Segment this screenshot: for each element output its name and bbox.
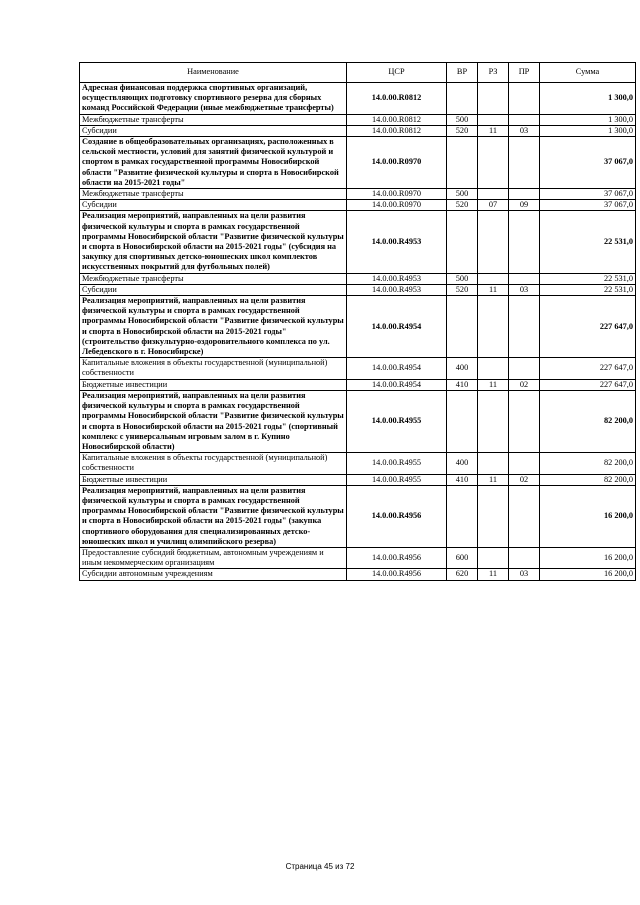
cell-name: Реализация мероприятий, направленных на цели развития физической культуры и спорта в рамках государственной программы Новосибирской области "Развитие физической культуры и спорта в Новосибирской области на 2015-2021 годы" (спортивный комплекс с универсальным игровым залом в г. Купино Новосибирской области) — [80, 390, 347, 452]
cell-sum: 37 067,0 — [540, 200, 636, 211]
cell-sum: 1 300,0 — [540, 114, 636, 125]
table-row-program — [80, 83, 636, 115]
cell-sum: 16 200,0 — [540, 485, 636, 547]
cell-name: Предоставление субсидий бюджетным, автономным учреждениям и иным некоммерческим организациям — [80, 547, 347, 568]
table-row-program — [80, 390, 636, 452]
cell-pr — [509, 296, 540, 358]
table-row — [80, 273, 636, 284]
cell-rz — [478, 211, 509, 273]
header-name: Наименование — [80, 63, 347, 83]
cell-vr: 500 — [447, 189, 478, 200]
cell-vr: 600 — [447, 547, 478, 568]
table-row — [80, 379, 636, 390]
cell-rz — [478, 83, 509, 115]
cell-name: Бюджетные инвестиции — [80, 474, 347, 485]
cell-vr — [447, 390, 478, 452]
cell-name: Реализация мероприятий, направленных на цели развития физической культуры и спорта в рамках государственной программы Новосибирской области "Развитие физической культуры и спорта в Новосибирской области на 2015-2021 годы" (закупка спортивного оборудования для специализированных детско-юношеских школ и училищ олимпийского резерва) — [80, 485, 347, 547]
budget-table — [79, 62, 636, 581]
header-csr: ЦСР — [347, 63, 447, 83]
cell-rz: 11 — [478, 125, 509, 136]
cell-csr: 14.0.00.R4955 — [347, 390, 447, 452]
cell-vr: 520 — [447, 284, 478, 295]
cell-vr: 500 — [447, 114, 478, 125]
cell-name: Реализация мероприятий, направленных на цели развития физической культуры и спорта в рамках государственной программы Новосибирской области "Развитие физической культуры и спорта в Новосибирской области на 2015-2021 годы" (строительство физкультурно-оздоровительного комплекса по ул. Лебедевского в г. Новосибирске) — [80, 296, 347, 358]
cell-pr: 03 — [509, 569, 540, 580]
cell-csr: 14.0.00.R4954 — [347, 296, 447, 358]
cell-name: Межбюджетные трансферты — [80, 114, 347, 125]
table-row-program — [80, 296, 636, 358]
cell-name: Капитальные вложения в объекты государственной (муниципальной) собственности — [80, 453, 347, 474]
cell-sum: 227 647,0 — [540, 379, 636, 390]
cell-csr: 14.0.00.R4954 — [347, 358, 447, 379]
cell-csr: 14.0.00.R0812 — [347, 114, 447, 125]
cell-pr — [509, 358, 540, 379]
table-row — [80, 114, 636, 125]
cell-name: Субсидии — [80, 200, 347, 211]
cell-sum: 227 647,0 — [540, 296, 636, 358]
cell-name: Субсидии — [80, 284, 347, 295]
cell-sum: 82 200,0 — [540, 453, 636, 474]
cell-sum: 227 647,0 — [540, 358, 636, 379]
header-sum: Сумма — [540, 63, 636, 83]
cell-rz — [478, 189, 509, 200]
cell-pr — [509, 547, 540, 568]
cell-rz: 11 — [478, 284, 509, 295]
cell-rz: 11 — [478, 379, 509, 390]
cell-pr: 02 — [509, 474, 540, 485]
cell-pr: 03 — [509, 284, 540, 295]
cell-pr — [509, 273, 540, 284]
table-row-program — [80, 211, 636, 273]
table-row-program — [80, 137, 636, 189]
cell-vr: 500 — [447, 273, 478, 284]
cell-pr — [509, 485, 540, 547]
cell-rz — [478, 358, 509, 379]
cell-csr: 14.0.00.R4953 — [347, 273, 447, 284]
table-row — [80, 547, 636, 568]
cell-rz — [478, 547, 509, 568]
table-row — [80, 284, 636, 295]
cell-rz: 11 — [478, 474, 509, 485]
cell-vr — [447, 137, 478, 189]
cell-pr — [509, 83, 540, 115]
cell-rz: 07 — [478, 200, 509, 211]
table-row — [80, 189, 636, 200]
cell-csr: 14.0.00.R4953 — [347, 284, 447, 295]
cell-csr: 14.0.00.R4956 — [347, 485, 447, 547]
cell-vr: 410 — [447, 379, 478, 390]
cell-rz — [478, 273, 509, 284]
cell-sum: 16 200,0 — [540, 569, 636, 580]
cell-pr — [509, 453, 540, 474]
table-header-row — [80, 63, 636, 83]
cell-vr — [447, 211, 478, 273]
cell-name: Реализация мероприятий, направленных на цели развития физической культуры и спорта в рамках государственной программы Новосибирской области "Развитие физической культуры и спорта в Новосибирской области на 2015-2021 годы" (субсидия на закупку для спортивных детско-юношеских школ комплектов искусственных покрытий для футбольных полей) — [80, 211, 347, 273]
cell-sum: 82 200,0 — [540, 390, 636, 452]
cell-pr — [509, 211, 540, 273]
table-row — [80, 569, 636, 580]
table-row — [80, 200, 636, 211]
cell-name: Адресная финансовая поддержка спортивных организаций, осуществляющих подготовку спортивного резерва для сборных команд Российской Федерации (иные межбюджетные трансферты) — [80, 83, 347, 115]
cell-rz: 11 — [478, 569, 509, 580]
cell-pr: 03 — [509, 125, 540, 136]
cell-csr: 14.0.00.R0970 — [347, 189, 447, 200]
cell-csr: 14.0.00.R4955 — [347, 474, 447, 485]
cell-vr: 400 — [447, 453, 478, 474]
cell-csr: 14.0.00.R4956 — [347, 569, 447, 580]
cell-sum: 1 300,0 — [540, 125, 636, 136]
page-number: Страница 45 из 72 — [285, 862, 355, 871]
cell-sum: 1 300,0 — [540, 83, 636, 115]
table-row — [80, 474, 636, 485]
cell-name: Капитальные вложения в объекты государственной (муниципальной) собственности — [80, 358, 347, 379]
cell-name: Субсидии автономным учреждениям — [80, 569, 347, 580]
cell-rz — [478, 114, 509, 125]
header-pr: ПР — [509, 63, 540, 83]
cell-rz — [478, 390, 509, 452]
cell-rz — [478, 296, 509, 358]
table-row — [80, 125, 636, 136]
cell-sum: 22 531,0 — [540, 284, 636, 295]
cell-vr: 410 — [447, 474, 478, 485]
cell-name: Субсидии — [80, 125, 347, 136]
header-rz: РЗ — [478, 63, 509, 83]
cell-name: Создание в общеобразовательных организациях, расположенных в сельской местности, условий для занятий физической культурой и спортом в рамках государственной программы Новосибирской области "Развитие физической культуры и спорта в Новосибирской области на 2015-2021 годы" — [80, 137, 347, 189]
cell-rz — [478, 137, 509, 189]
cell-csr: 14.0.00.R0812 — [347, 83, 447, 115]
cell-vr: 520 — [447, 125, 478, 136]
cell-pr: 02 — [509, 379, 540, 390]
cell-name: Бюджетные инвестиции — [80, 379, 347, 390]
cell-sum: 22 531,0 — [540, 211, 636, 273]
cell-name: Межбюджетные трансферты — [80, 273, 347, 284]
cell-vr: 400 — [447, 358, 478, 379]
cell-pr — [509, 137, 540, 189]
cell-csr: 14.0.00.R0970 — [347, 137, 447, 189]
header-vr: ВР — [447, 63, 478, 83]
cell-sum: 22 531,0 — [540, 273, 636, 284]
cell-pr: 09 — [509, 200, 540, 211]
cell-csr: 14.0.00.R0970 — [347, 200, 447, 211]
cell-vr — [447, 83, 478, 115]
cell-vr: 620 — [447, 569, 478, 580]
cell-csr: 14.0.00.R0812 — [347, 125, 447, 136]
cell-sum: 82 200,0 — [540, 474, 636, 485]
table-body — [80, 83, 636, 581]
cell-sum: 37 067,0 — [540, 189, 636, 200]
cell-pr — [509, 390, 540, 452]
cell-pr — [509, 114, 540, 125]
cell-rz — [478, 485, 509, 547]
cell-vr — [447, 296, 478, 358]
table-row — [80, 453, 636, 474]
cell-rz — [478, 453, 509, 474]
cell-csr: 14.0.00.R4954 — [347, 379, 447, 390]
cell-name: Межбюджетные трансферты — [80, 189, 347, 200]
cell-csr: 14.0.00.R4956 — [347, 547, 447, 568]
table-row — [80, 358, 636, 379]
cell-vr — [447, 485, 478, 547]
cell-vr: 520 — [447, 200, 478, 211]
table-row-program — [80, 485, 636, 547]
cell-sum: 16 200,0 — [540, 547, 636, 568]
cell-csr: 14.0.00.R4955 — [347, 453, 447, 474]
cell-csr: 14.0.00.R4953 — [347, 211, 447, 273]
cell-sum: 37 067,0 — [540, 137, 636, 189]
cell-pr — [509, 189, 540, 200]
